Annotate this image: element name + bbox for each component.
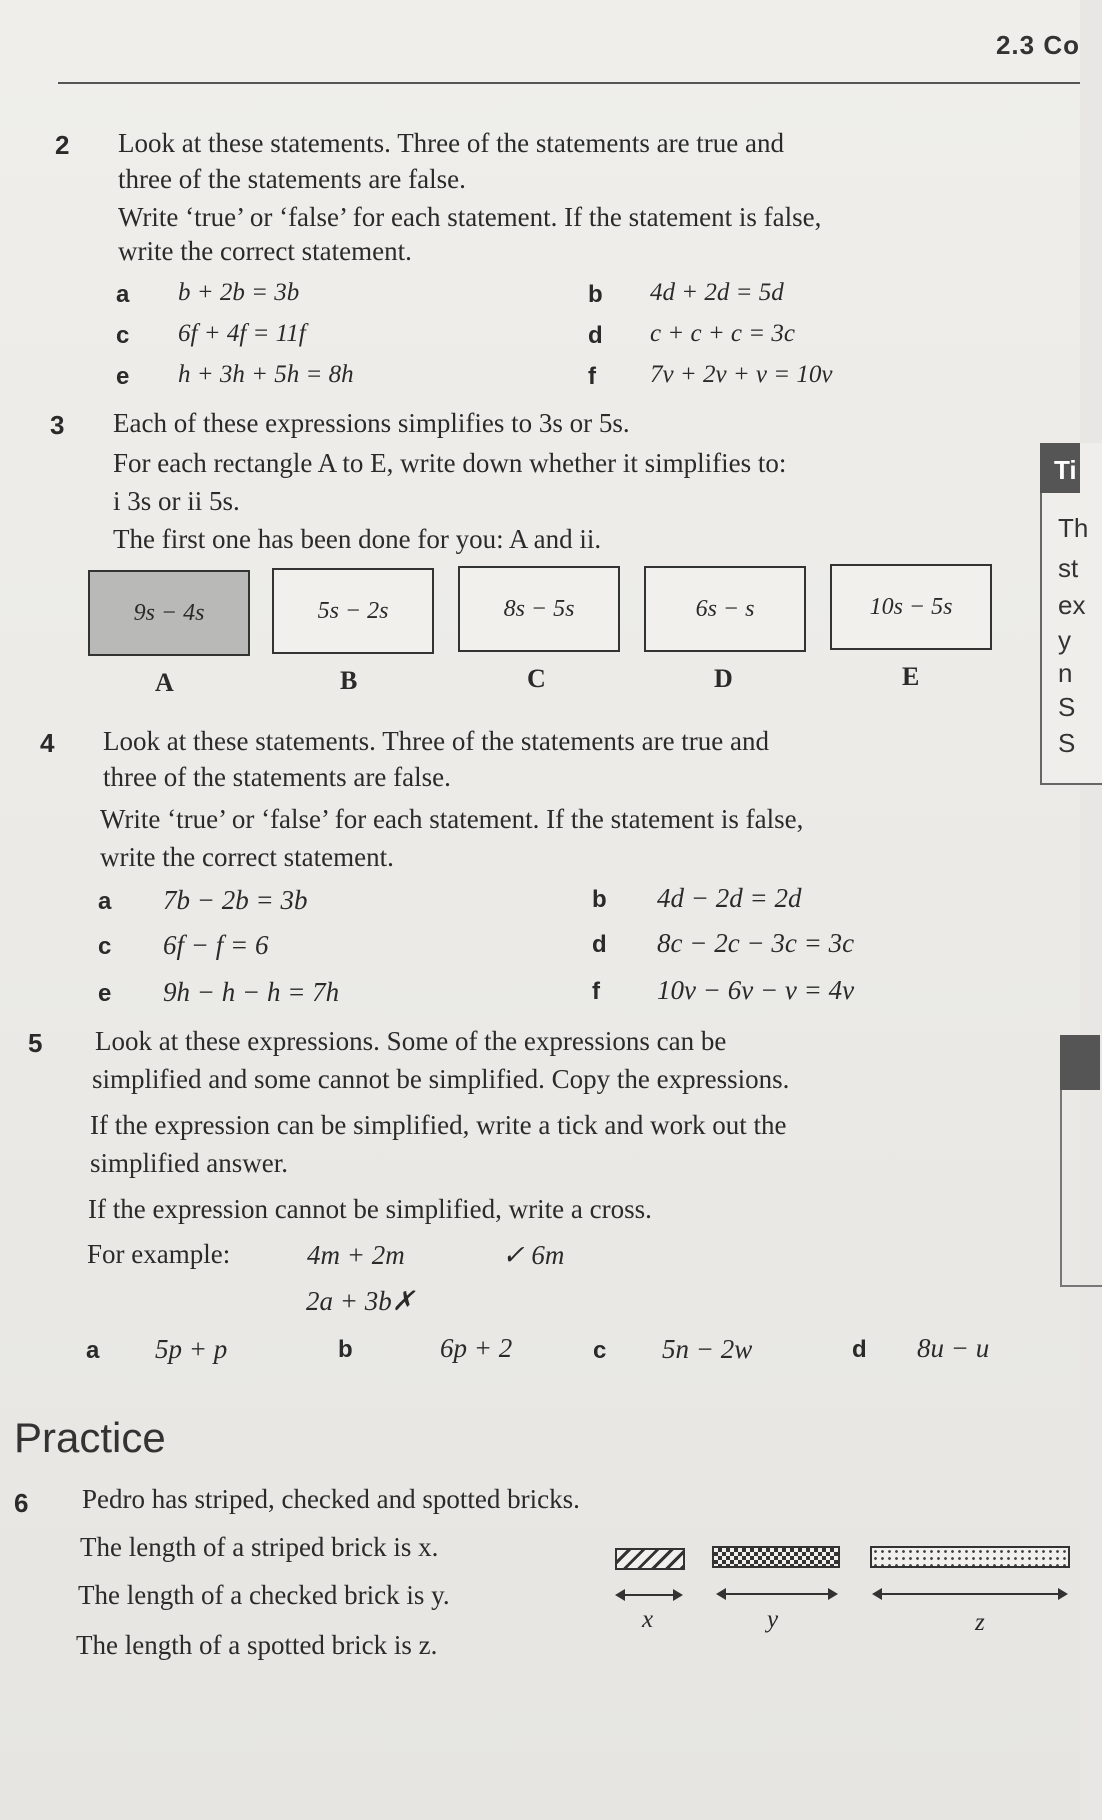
q2-line2: three of the statements are false. xyxy=(118,164,466,194)
q2-item-a-expr: b + 2b = 3b xyxy=(178,279,300,306)
q4-number: 4 xyxy=(40,728,55,758)
q3-line2: For each rectangle A to E, write down whether it simplifies to: xyxy=(113,448,787,478)
header-rule xyxy=(58,82,1080,84)
q6-line3: The length of a checked brick is y. xyxy=(78,1580,450,1610)
q5-item-a-expr: 5p + p xyxy=(155,1334,228,1364)
q5-line1: Look at these expressions. Some of the expressions can be xyxy=(95,1026,727,1056)
q5-item-c-label: c xyxy=(593,1337,607,1364)
q4-line2: three of the statements are false. xyxy=(103,762,451,792)
q4-line3: Write ‘true’ or ‘false’ for each statement. If the statement is false, xyxy=(100,804,804,834)
q5-line2: simplified and some cannot be simplified. Copy the expressions. xyxy=(92,1064,790,1094)
tip-text-fragment: st xyxy=(1058,553,1079,583)
q2-line3: Write ‘true’ or ‘false’ for each statement. If the statement is false, xyxy=(118,202,822,232)
q4-item-b-label: b xyxy=(592,886,607,913)
rectangle-a: 9s − 4s xyxy=(88,570,250,656)
checked-length-arrow xyxy=(718,1593,836,1595)
side-box-lower-tab xyxy=(1060,1035,1100,1090)
q4-item-e-expr: 9h − h − h = 7h xyxy=(163,977,340,1007)
tip-text-fragment: Th xyxy=(1058,513,1089,543)
q5-line3: If the expression can be simplified, write a tick and work out the xyxy=(90,1110,787,1140)
checked-brick xyxy=(712,1546,840,1568)
q5-item-b-expr: 6p + 2 xyxy=(440,1333,513,1363)
tip-text-fragment: n xyxy=(1058,658,1073,688)
q4-item-f-expr: 10v − 6v − v = 4v xyxy=(657,975,855,1005)
q4-item-d-expr: 8c − 2c − 3c = 3c xyxy=(657,928,855,958)
q2-line4: write the correct statement. xyxy=(118,236,412,266)
q2-item-c-expr: 6f + 4f = 11f xyxy=(178,320,306,347)
q4-line4: write the correct statement. xyxy=(100,842,394,872)
q2-item-c-label: c xyxy=(116,322,130,349)
q2-item-f-expr: 7v + 2v + v = 10v xyxy=(650,361,833,388)
q4-item-e-label: e xyxy=(98,980,112,1007)
q3-line4: The first one has been done for you: A and ii. xyxy=(113,524,602,554)
q4-item-c-expr: 6f − f = 6 xyxy=(163,930,269,960)
rectangle-b-label: B xyxy=(340,666,358,695)
q4-item-d-label: d xyxy=(592,931,607,958)
q2-item-d-label: d xyxy=(588,322,603,349)
practice-heading: Practice xyxy=(14,1414,166,1461)
q4-item-b-expr: 4d − 2d = 2d xyxy=(657,883,802,913)
q2-item-d-expr: c + c + c = 3c xyxy=(650,320,795,347)
q5-item-c-expr: 5n − 2w xyxy=(662,1334,753,1364)
rectangle-e-label: E xyxy=(902,662,920,691)
striped-brick xyxy=(615,1548,685,1570)
tip-text-fragment: S xyxy=(1058,728,1076,758)
q4-item-c-label: c xyxy=(98,933,112,960)
checked-length-label: y xyxy=(767,1606,779,1633)
q4-item-a-label: a xyxy=(98,888,112,915)
q5-item-d-expr: 8u − u xyxy=(917,1333,990,1363)
q5-item-d-label: d xyxy=(852,1336,867,1363)
striped-length-label: x xyxy=(642,1606,654,1633)
q2-line1: Look at these statements. Three of the statements are true and xyxy=(118,128,785,158)
q6-line2: The length of a striped brick is x. xyxy=(80,1532,439,1562)
q2-item-b-label: b xyxy=(588,281,603,308)
q5-example1-result: ✓ 6m xyxy=(502,1240,565,1270)
rectangle-c: 8s − 5s xyxy=(458,566,620,652)
q2-item-e-label: e xyxy=(116,363,130,390)
q4-item-a-expr: 7b − 2b = 3b xyxy=(163,885,308,915)
q2-item-a-label: a xyxy=(116,281,130,308)
rectangle-a-label: A xyxy=(155,668,174,697)
q6-number: 6 xyxy=(14,1488,29,1518)
q4-item-f-label: f xyxy=(592,978,600,1005)
q4-line1: Look at these statements. Three of the statements are true and xyxy=(103,726,770,756)
rectangle-d-label: D xyxy=(714,664,733,693)
q2-number: 2 xyxy=(55,130,70,160)
rectangle-b: 5s − 2s xyxy=(272,568,434,654)
spotted-brick xyxy=(870,1546,1070,1568)
q6-line4: The length of a spotted brick is z. xyxy=(76,1630,438,1660)
striped-length-arrow xyxy=(617,1594,681,1596)
q6-line1: Pedro has striped, checked and spotted bricks. xyxy=(82,1484,580,1514)
q5-line5: If the expression cannot be simplified, write a cross. xyxy=(88,1194,652,1224)
tip-text-fragment: ex xyxy=(1058,590,1086,620)
q5-item-b-label: b xyxy=(338,1336,353,1363)
tip-text-fragment: y xyxy=(1058,625,1071,655)
q3-line1: Each of these expressions simplifies to 3s or 5s. xyxy=(113,408,630,438)
q5-example1-expr: 4m + 2m xyxy=(307,1240,405,1270)
rectangle-e: 10s − 5s xyxy=(830,564,992,650)
rectangle-d: 6s − s xyxy=(644,566,806,652)
q3-number: 3 xyxy=(50,410,65,440)
q5-example2: 2a + 3b✗ xyxy=(306,1286,415,1316)
q2-item-b-expr: 4d + 2d = 5d xyxy=(650,279,784,306)
q3-line3: i 3s or ii 5s. xyxy=(113,486,240,516)
tip-tab: Ti xyxy=(1040,443,1080,493)
q5-number: 5 xyxy=(28,1028,43,1058)
tip-text-fragment: S xyxy=(1058,692,1076,722)
spotted-length-arrow xyxy=(874,1593,1066,1595)
q5-item-a-label: a xyxy=(86,1337,100,1364)
rectangle-c-label: C xyxy=(527,664,546,693)
q2-item-f-label: f xyxy=(588,363,596,390)
q5-example-label: For example: xyxy=(87,1239,231,1269)
q5-line4: simplified answer. xyxy=(90,1148,288,1178)
spotted-length-label: z xyxy=(975,1609,985,1636)
section-header: 2.3 Co xyxy=(995,30,1080,60)
q2-item-e-expr: h + 3h + 5h = 8h xyxy=(178,361,354,388)
